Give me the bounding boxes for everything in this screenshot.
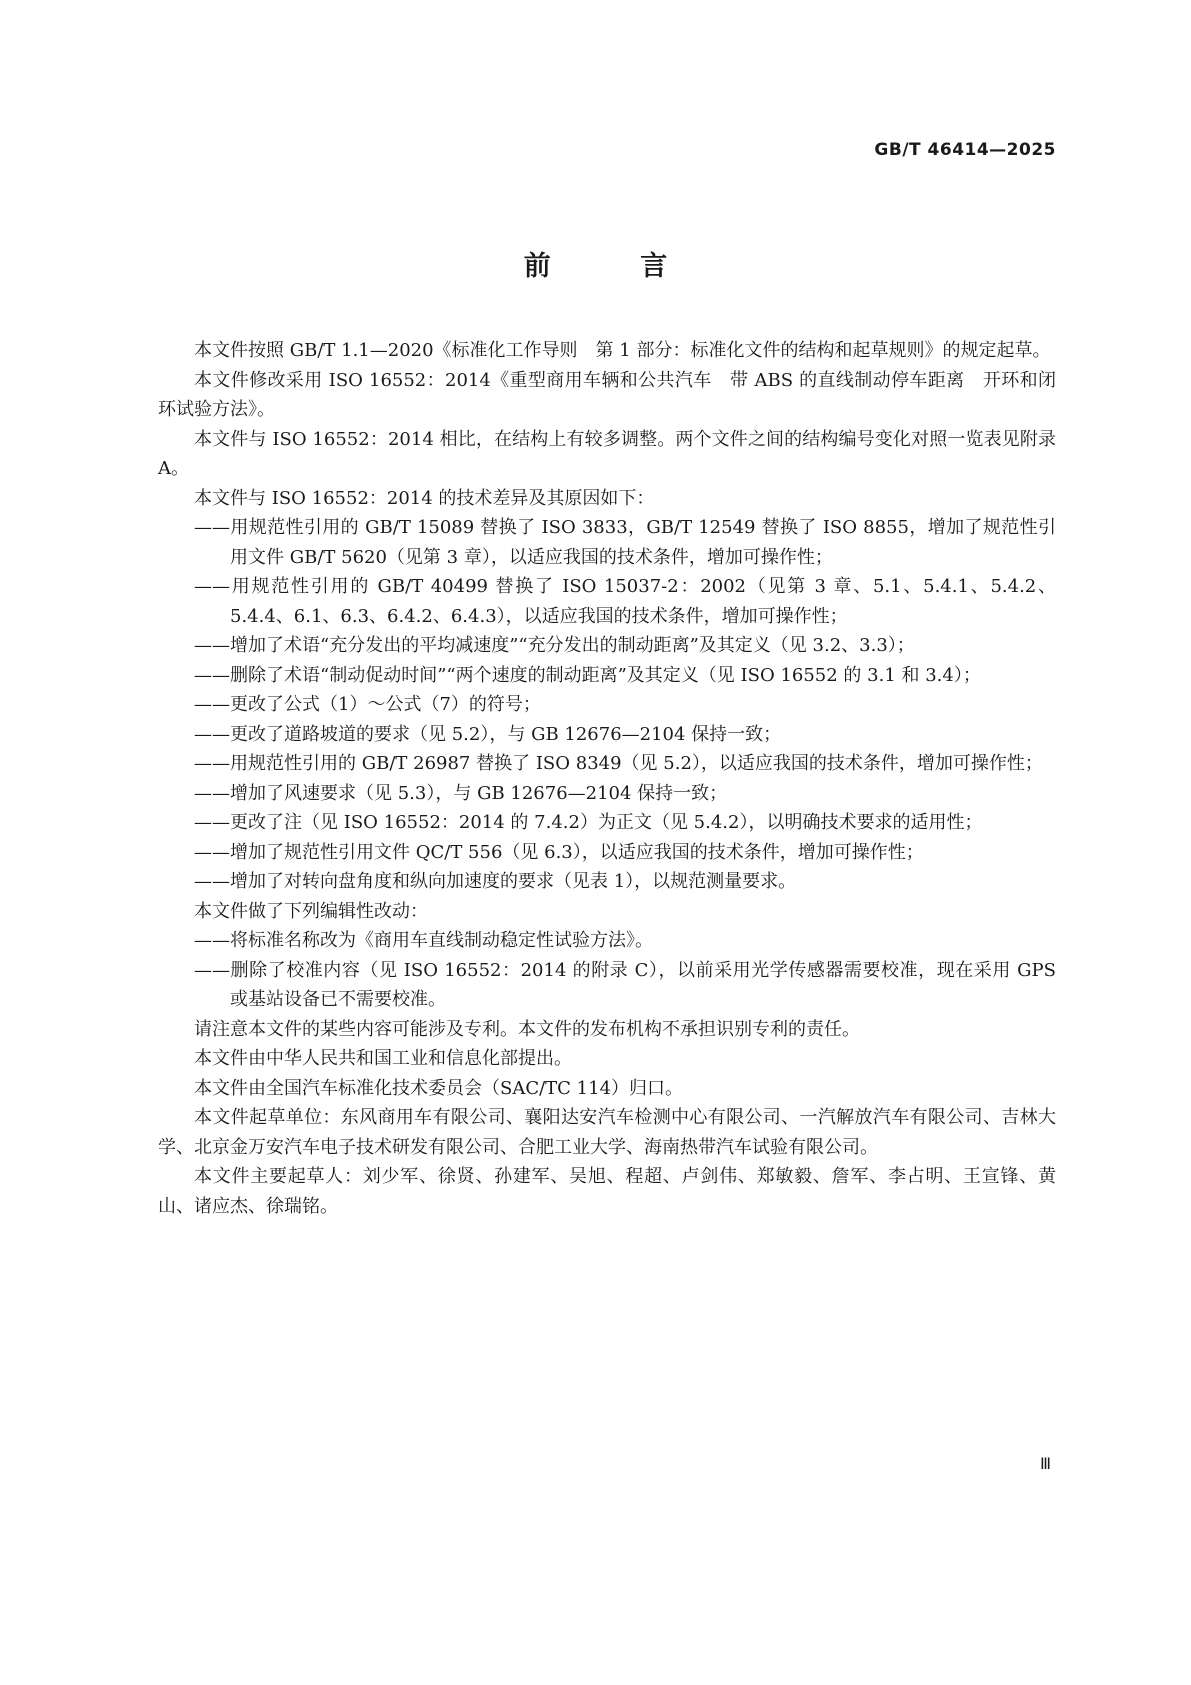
list-item: ——删除了校准内容（见 ISO 16552：2014 的附录 C），以前采用光学传感器需要校准，现在采用 GPS 或基站设备已不需要校准。 (194, 959, 1056, 1010)
page-number: Ⅲ (1039, 1454, 1051, 1473)
standard-code: GB/T 46414—2025 (874, 140, 1056, 160)
list-item: ——增加了风速要求（见 5.3），与 GB 12676—2104 保持一致； (194, 782, 728, 804)
editorial-changes-list (158, 926, 1056, 1015)
list-item: ——删除了术语“制动促动时间”“两个速度的制动距离”及其定义（见 ISO 16552 的 3.1 和 3.4）； (194, 664, 981, 686)
paragraph: 本文件主要起草人：刘少军、徐贤、孙建军、吴旭、程超、卢剑伟、郑敏毅、詹军、李占明、王宣锋、黄山、诸应杰、徐瑞铭。 (158, 1166, 1056, 1217)
foreword-body (158, 336, 1056, 1221)
paragraph: 请注意本文件的某些内容可能涉及专利。本文件的发布机构不承担识别专利的责任。 (194, 1018, 860, 1040)
list-item: ——用规范性引用的 GB/T 26987 替换了 ISO 8349（见 5.2），以适应我国的技术条件，增加可操作性； (194, 753, 1043, 774)
list-item: ——将标准名称改为《商用车直线制动稳定性试验方法》。 (194, 930, 653, 951)
list-item: ——更改了注（见 ISO 16552：2014 的 7.4.2）为正文（见 5.4.2），以明确技术要求的适用性； (194, 812, 983, 833)
list-item: ——用规范性引用的 GB/T 15089 替换了 ISO 3833，GB/T 12549 替换了 ISO 8855，增加了规范性引用文件 GB/T 5620（见第 3 章），以适应我国的技术条件，增加可操作性； (194, 517, 1056, 568)
paragraph: 本文件做了下列编辑性改动： (194, 900, 428, 922)
paragraph: 本文件与 ISO 16552：2014 的技术差异及其原因如下： (194, 487, 655, 509)
list-item: ——用规范性引用的 GB/T 40499 替换了 ISO 15037-2：2002（见第 3 章、5.1、5.4.1、5.4.2、5.4.4、6.1、6.3、6.4.2、6.4.3），以适应我国的技术条件，增加可操作性； (194, 576, 1056, 627)
list-item: ——增加了术语“充分发出的平均减速度”“充分发出的制动距离”及其定义（见 3.2、3.3）； (194, 635, 915, 656)
paragraph: 本文件与 ISO 16552：2014 相比，在结构上有较多调整。两个文件之间的结构编号变化对照一览表见附录 A。 (158, 428, 1056, 479)
list-item: ——更改了道路坡道的要求（见 5.2），与 GB 12676—2104 保持一致； (194, 723, 782, 745)
paragraph: 本文件起草单位：东风商用车有限公司、襄阳达安汽车检测中心有限公司、一汽解放汽车有限公司、吉林大学、北京金万安汽车电子技术研发有限公司、合肥工业大学、海南热带汽车试验有限公司。 (158, 1107, 1056, 1158)
tech-differences-list (158, 513, 1056, 897)
page-title: 前 言 (523, 251, 708, 282)
paragraph: 本文件由全国汽车标准化技术委员会（SAC/TC 114）归口。 (194, 1077, 684, 1099)
paragraph: 本文件按照 GB/T 1.1—2020《标准化工作导则 第 1 部分：标准化文件的结构和起草规则》的规定起草。 (194, 340, 1051, 361)
list-item: ——更改了公式（1）～公式（7）的符号； (194, 694, 541, 715)
paragraph: 本文件修改采用 ISO 16552：2014《重型商用车辆和公共汽车 带 ABS 的直线制动停车距离 开环和闭环试验方法》。 (158, 369, 1056, 420)
list-item: ——增加了对转向盘角度和纵向加速度的要求（见表 1），以规范测量要求。 (194, 871, 797, 892)
paragraph: 本文件由中华人民共和国工业和信息化部提出。 (194, 1048, 572, 1069)
list-item: ——增加了规范性引用文件 QC/T 556（见 6.3），以适应我国的技术条件，增加可操作性； (194, 841, 924, 863)
